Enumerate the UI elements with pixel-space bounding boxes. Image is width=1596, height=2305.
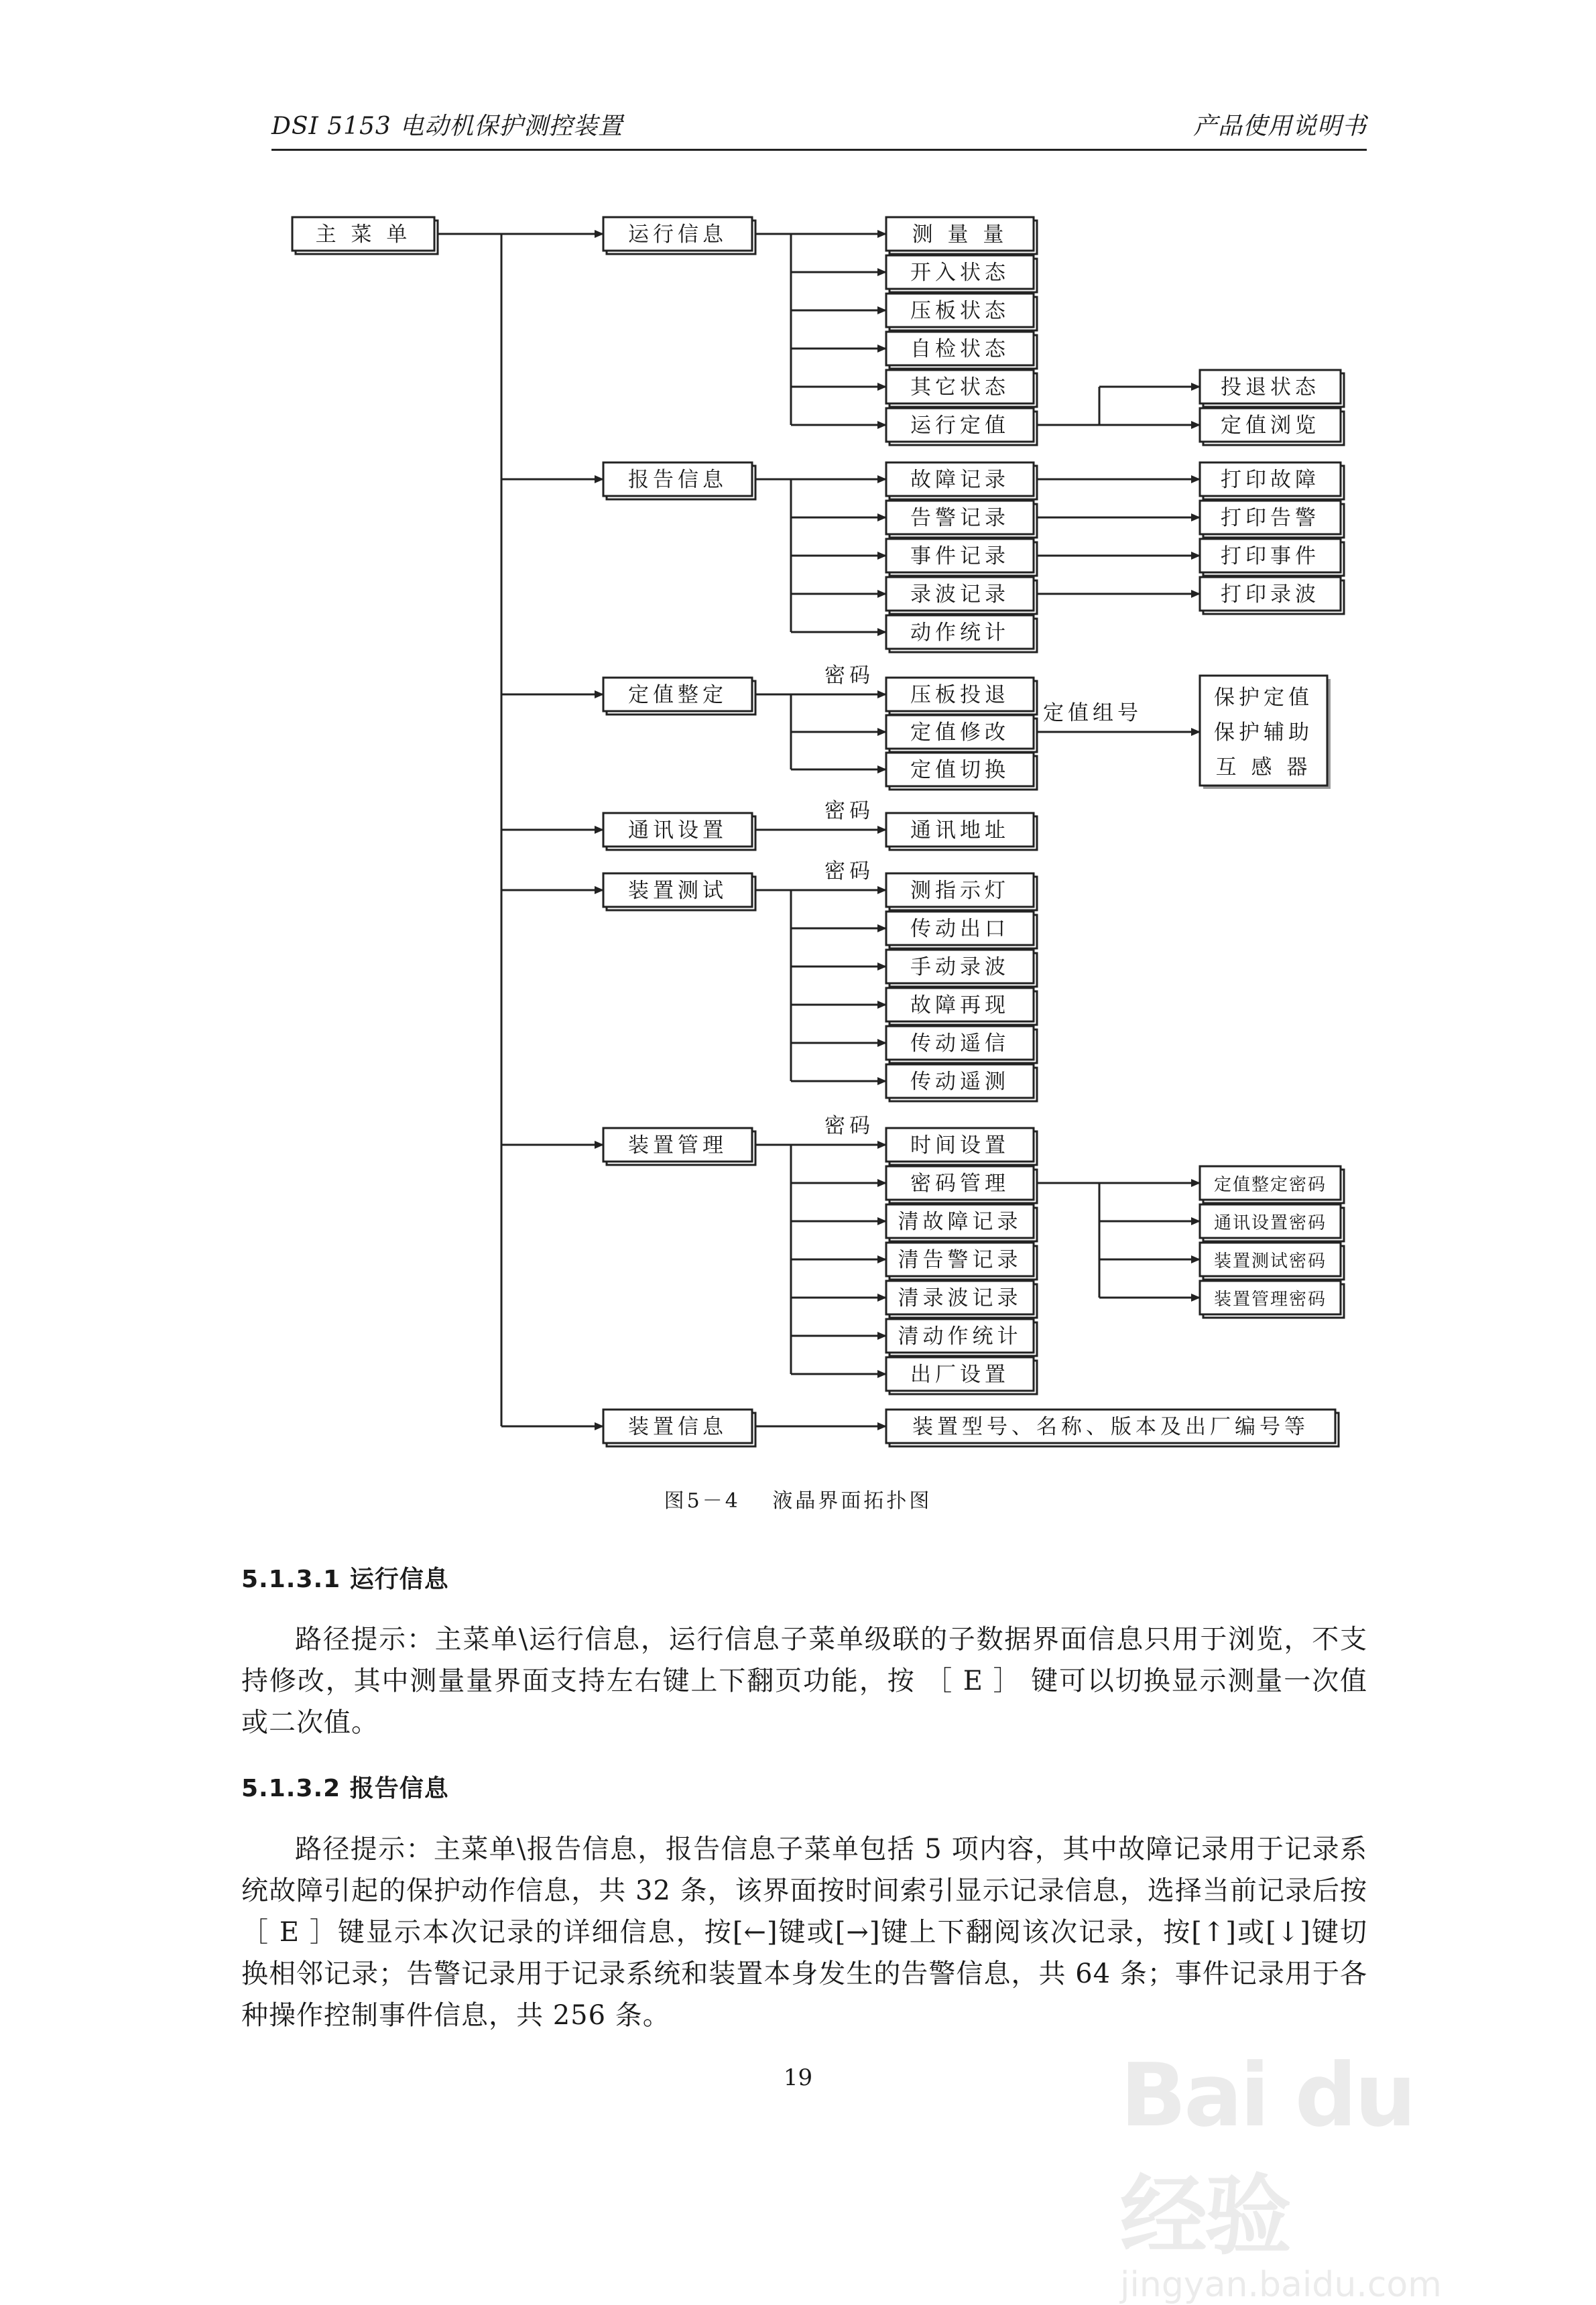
report-item-box-label: 告警记录 [910, 506, 1009, 530]
password-item-box-label: 装置测试密码 [1213, 1251, 1327, 1271]
test-item-password-label: 密码 [824, 859, 874, 883]
run-info-item-box [886, 408, 1037, 445]
test-item-box [886, 873, 1037, 910]
run-info-item-box [886, 255, 1037, 292]
header-doc-type: 产品使用说明书 [1192, 113, 1367, 140]
print-item-box [1200, 462, 1344, 499]
report-item-box [886, 615, 1037, 652]
run-setting-item-box-label: 投退状态 [1221, 375, 1320, 399]
menu-report-info-box [603, 462, 755, 499]
test-item-box-label: 故障再现 [910, 993, 1009, 1017]
test-item-box-label: 传动遥信 [910, 1032, 1009, 1056]
section-title-run-info: 5.1.3.1 运行信息 [241, 1566, 449, 1593]
print-item-box-label: 打印事件 [1221, 544, 1320, 568]
setting-group-label: 定值组号 [1043, 701, 1142, 725]
report-item-box [886, 462, 1037, 499]
run-info-item-box [886, 217, 1037, 254]
comm-item-box [886, 813, 1037, 850]
manage-item-box-label: 清告警记录 [898, 1248, 1022, 1272]
setting-group-item: 互 感 器 [1215, 755, 1312, 780]
run-info-item-box-label: 压板状态 [910, 299, 1009, 323]
password-item-box-label: 定值整定密码 [1213, 1175, 1327, 1195]
manage-item-box-label: 出厂设置 [910, 1363, 1009, 1387]
run-info-item-box [886, 294, 1037, 330]
run-info-item-box-label: 运行定值 [910, 414, 1009, 438]
setting-item-box-label: 定值切换 [910, 758, 1009, 782]
print-item-box-label: 打印告警 [1221, 506, 1320, 530]
print-item-box [1200, 501, 1344, 538]
section-title-report-info: 5.1.3.2 报告信息 [241, 1775, 449, 1802]
menu-comm-box [603, 813, 755, 850]
print-item-box [1200, 577, 1344, 614]
menu-manage-box-label: 装置管理 [628, 1133, 727, 1158]
print-item-box-label: 打印录波 [1221, 582, 1320, 607]
manage-item-box [886, 1166, 1037, 1203]
setting-item-password-label: 密码 [824, 664, 874, 688]
section-text-run-info: 路径提示：主菜单\运行信息，运行信息子菜单级联的子数据界面信息只用于浏览，不支持修改，其中测量量界面支持左右键上下翻页功能，按 ［ E ］ 键可以切换显示测量一次值或二次值。 [241, 1624, 1367, 1738]
run-setting-item-box-label: 定值浏览 [1221, 414, 1320, 438]
manage-item-box [886, 1319, 1037, 1356]
manage-item-box [886, 1243, 1037, 1280]
test-item-box [886, 912, 1037, 948]
run-info-item-box-label: 自检状态 [910, 337, 1009, 361]
watermark-logo: Bai du 经验 [1120, 2044, 1414, 2267]
comm-item-box-label: 通讯地址 [910, 818, 1009, 843]
manage-item-box [886, 1357, 1037, 1394]
menu-setting-box-label: 定值整定 [628, 683, 727, 707]
setting-item-box [886, 678, 1037, 714]
password-item-box [1200, 1243, 1344, 1280]
menu-test-box [603, 873, 755, 910]
report-item-box [886, 577, 1037, 614]
setting-group-item: 保护辅助 [1214, 721, 1313, 745]
manage-item-box-label: 清录波记录 [898, 1286, 1022, 1310]
device-info-item-box-label: 装置型号、名称、版本及出厂编号等 [912, 1415, 1309, 1439]
menu-device-info-box [603, 1410, 755, 1446]
report-item-box-label: 故障记录 [910, 468, 1009, 492]
report-item-box [886, 501, 1037, 538]
print-item-box [1200, 539, 1344, 576]
test-item-box [886, 1026, 1037, 1063]
test-item-box-label: 测指示灯 [910, 879, 1009, 903]
manage-item-box-label: 清故障记录 [898, 1210, 1022, 1234]
run-setting-item-box [1200, 408, 1344, 445]
manage-item-box [886, 1204, 1037, 1241]
setting-item-box-label: 压板投退 [910, 683, 1009, 707]
main-menu-box-label: 主 菜 单 [315, 223, 412, 247]
comm-item-password-label: 密码 [824, 799, 874, 823]
report-item-box-label: 录波记录 [910, 582, 1009, 607]
device-info-item-box [886, 1410, 1339, 1446]
menu-report-info-box-label: 报告信息 [628, 468, 727, 492]
manage-item-password-label: 密码 [824, 1114, 874, 1138]
password-item-box [1200, 1281, 1344, 1318]
report-item-box-label: 事件记录 [910, 544, 1009, 568]
menu-comm-box-label: 通讯设置 [628, 818, 727, 843]
menu-run-info-box-label: 运行信息 [628, 223, 727, 247]
test-item-box [886, 950, 1037, 987]
test-item-box-label: 传动遥测 [910, 1070, 1009, 1094]
setting-group-item: 保护定值 [1214, 686, 1313, 710]
test-item-box [886, 1064, 1037, 1101]
header-title: DSI 5153 电动机保护测控装置 [271, 113, 623, 140]
print-item-box-label: 打印故障 [1221, 468, 1320, 492]
manage-item-box [886, 1281, 1037, 1318]
manage-item-box-label: 密码管理 [910, 1172, 1009, 1196]
run-info-item-box-label: 开入状态 [910, 261, 1009, 285]
password-item-box [1200, 1166, 1344, 1203]
baidu-jingyan-watermark [1120, 2044, 1495, 2305]
main-menu-box [292, 217, 438, 254]
test-item-box [886, 988, 1037, 1025]
report-item-box [886, 539, 1037, 576]
setting-item-box [886, 753, 1037, 790]
run-setting-item-box [1200, 370, 1344, 407]
report-item-box-label: 动作统计 [910, 621, 1009, 645]
menu-run-info-box [603, 217, 755, 254]
run-info-item-box [886, 370, 1037, 407]
setting-item-box [886, 715, 1037, 752]
menu-device-info-box-label: 装置信息 [628, 1415, 727, 1439]
menu-test-box-label: 装置测试 [628, 879, 727, 903]
menu-setting-box [603, 678, 755, 714]
section-text-report-info: 路径提示：主菜单\报告信息，报告信息子菜单包括 5 项内容，其中故障记录用于记录系统故障引起的保护动作信息，共 32 条，该界面按时间索引显示记录信息，选择当前记录后按［ E ］键显示本次记录的详细信息，按[←]键或[→]键上下翻阅该次记录，按[↑]或[↓]键切换相邻记录；告警记录用于记录系统和装置本身发生的告警信息，共 64 条；事件记录用于各种操作控制事件信息，共 256 条。 [241, 1834, 1367, 2031]
password-item-box [1200, 1204, 1344, 1241]
watermark-url: jingyan.baidu.com [1120, 2265, 1442, 2305]
manage-item-box-label: 清动作统计 [898, 1324, 1022, 1349]
test-item-box-label: 手动录波 [910, 955, 1009, 979]
run-info-item-box-label: 测 量 量 [912, 223, 1008, 247]
password-item-box-label: 通讯设置密码 [1213, 1213, 1327, 1233]
run-info-item-box-label: 其它状态 [910, 375, 1009, 399]
setting-item-box-label: 定值修改 [910, 721, 1009, 745]
manage-item-box [886, 1128, 1037, 1165]
password-item-box-label: 装置管理密码 [1213, 1290, 1327, 1310]
test-item-box-label: 传动出口 [910, 917, 1009, 941]
page-number: 19 [783, 2064, 813, 2091]
menu-manage-box [603, 1128, 755, 1165]
manage-item-box-label: 时间设置 [910, 1133, 1009, 1158]
run-info-item-box [886, 332, 1037, 369]
figure-caption: 图5－4 液晶界面拓扑图 [664, 1489, 932, 1513]
